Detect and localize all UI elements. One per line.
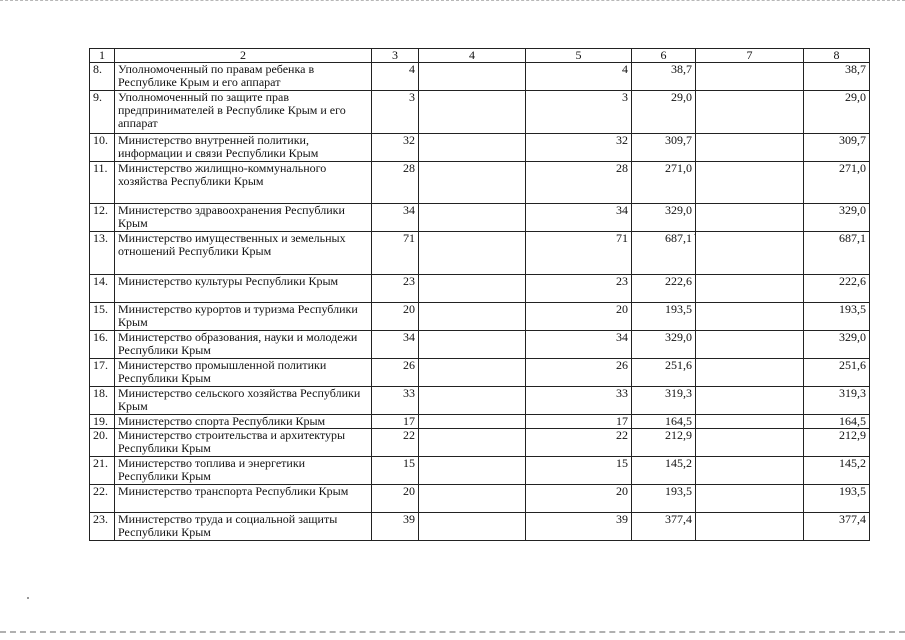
cell-col6: 271,0: [632, 162, 696, 204]
table-row: [90, 275, 870, 303]
cell-col5: 4: [526, 63, 632, 91]
cell-col8: 309,7: [804, 134, 870, 162]
cell-col7: [696, 303, 804, 331]
cell-col3: 20: [372, 485, 419, 513]
table-row: [90, 457, 870, 485]
cell-col7: [696, 457, 804, 485]
cell-col4: [419, 485, 526, 513]
cell-col3: 32: [372, 134, 419, 162]
cell-col3: 3: [372, 91, 419, 134]
cell-col6: 164,5: [632, 415, 696, 429]
scan-speck: [27, 597, 29, 599]
column-number-row: [90, 49, 870, 63]
organization-name: Уполномоченный по защите прав предпринимателей в Республике Крым и его аппарат: [115, 91, 372, 134]
cell-col6: 329,0: [632, 204, 696, 232]
table-row: [90, 162, 870, 204]
cell-col6: 38,7: [632, 63, 696, 91]
column-header: 4: [419, 49, 526, 63]
table-row: [90, 204, 870, 232]
cell-col6: 329,0: [632, 331, 696, 359]
row-number: 19.: [90, 415, 115, 429]
organization-name: Министерство здравоохранения Республики Крым: [115, 204, 372, 232]
cell-col7: [696, 513, 804, 541]
cell-col4: [419, 359, 526, 387]
cell-col5: 71: [526, 232, 632, 275]
cell-col5: 22: [526, 429, 632, 457]
cell-col5: 32: [526, 134, 632, 162]
cell-col8: 251,6: [804, 359, 870, 387]
table-row: [90, 415, 870, 429]
cell-col7: [696, 415, 804, 429]
cell-col3: 33: [372, 387, 419, 415]
cell-col3: 34: [372, 331, 419, 359]
cell-col4: [419, 415, 526, 429]
row-number: 21.: [90, 457, 115, 485]
cell-col8: 271,0: [804, 162, 870, 204]
cell-col5: 23: [526, 275, 632, 303]
cell-col8: 329,0: [804, 331, 870, 359]
organization-name: Министерство строительства и архитектуры Республики Крым: [115, 429, 372, 457]
cell-col6: 251,6: [632, 359, 696, 387]
organization-name: Министерство промышленной политики Республики Крым: [115, 359, 372, 387]
cell-col4: [419, 303, 526, 331]
organization-name: Министерство спорта Республики Крым: [115, 415, 372, 429]
organization-name: Министерство сельского хозяйства Республики Крым: [115, 387, 372, 415]
cell-col8: 38,7: [804, 63, 870, 91]
table-row: [90, 429, 870, 457]
row-number: 11.: [90, 162, 115, 204]
column-header: 5: [526, 49, 632, 63]
cell-col4: [419, 204, 526, 232]
cell-col4: [419, 387, 526, 415]
organization-name: Министерство имущественных и земельных отношений Республики Крым: [115, 232, 372, 275]
cell-col7: [696, 387, 804, 415]
cell-col3: 17: [372, 415, 419, 429]
cell-col4: [419, 275, 526, 303]
cell-col3: 71: [372, 232, 419, 275]
cell-col8: 377,4: [804, 513, 870, 541]
cell-col8: 212,9: [804, 429, 870, 457]
organization-name: Уполномоченный по правам ребенка в Республике Крым и его аппарат: [115, 63, 372, 91]
cell-col6: 212,9: [632, 429, 696, 457]
cell-col3: 4: [372, 63, 419, 91]
cell-col7: [696, 91, 804, 134]
column-header: 6: [632, 49, 696, 63]
organization-name: Министерство курортов и туризма Республики Крым: [115, 303, 372, 331]
row-number: 10.: [90, 134, 115, 162]
row-number: 17.: [90, 359, 115, 387]
cell-col4: [419, 513, 526, 541]
cell-col4: [419, 457, 526, 485]
cell-col4: [419, 232, 526, 275]
row-number: 22.: [90, 485, 115, 513]
cell-col4: [419, 134, 526, 162]
cell-col5: 34: [526, 331, 632, 359]
cell-col7: [696, 63, 804, 91]
cell-col7: [696, 162, 804, 204]
cell-col4: [419, 331, 526, 359]
cell-col4: [419, 63, 526, 91]
cell-col8: 319,3: [804, 387, 870, 415]
cell-col6: 29,0: [632, 91, 696, 134]
column-header: 7: [696, 49, 804, 63]
cell-col3: 20: [372, 303, 419, 331]
cell-col7: [696, 134, 804, 162]
row-number: 12.: [90, 204, 115, 232]
organization-name: Министерство топлива и энергетики Республики Крым: [115, 457, 372, 485]
cell-col4: [419, 91, 526, 134]
cell-col5: 20: [526, 485, 632, 513]
cell-col8: 687,1: [804, 232, 870, 275]
cell-col6: 377,4: [632, 513, 696, 541]
cell-col5: 34: [526, 204, 632, 232]
table-row: [90, 232, 870, 275]
organization-name: Министерство труда и социальной защиты Республики Крым: [115, 513, 372, 541]
cell-col6: 309,7: [632, 134, 696, 162]
cell-col3: 26: [372, 359, 419, 387]
cell-col5: 20: [526, 303, 632, 331]
table-row: [90, 485, 870, 513]
cell-col3: 28: [372, 162, 419, 204]
document-table: [89, 48, 870, 541]
row-number: 9.: [90, 91, 115, 134]
cell-col8: 164,5: [804, 415, 870, 429]
cell-col4: [419, 162, 526, 204]
cell-col3: 15: [372, 457, 419, 485]
cell-col7: [696, 485, 804, 513]
cell-col3: 22: [372, 429, 419, 457]
cell-col5: 39: [526, 513, 632, 541]
cell-col5: 3: [526, 91, 632, 134]
table-row: [90, 331, 870, 359]
cell-col6: 687,1: [632, 232, 696, 275]
row-number: 18.: [90, 387, 115, 415]
organization-name: Министерство образования, науки и молодежи Республики Крым: [115, 331, 372, 359]
cell-col3: 23: [372, 275, 419, 303]
table-row: [90, 387, 870, 415]
cell-col5: 28: [526, 162, 632, 204]
column-header: 8: [804, 49, 870, 63]
cell-col4: [419, 429, 526, 457]
table-row: [90, 63, 870, 91]
table-body: [90, 63, 870, 541]
cell-col7: [696, 232, 804, 275]
scan-top-edge: [0, 0, 905, 4]
cell-col8: 193,5: [804, 303, 870, 331]
cell-col3: 39: [372, 513, 419, 541]
column-header: 2: [115, 49, 372, 63]
cell-col5: 33: [526, 387, 632, 415]
table-row: [90, 303, 870, 331]
cell-col5: 17: [526, 415, 632, 429]
table-row: [90, 91, 870, 134]
cell-col8: 193,5: [804, 485, 870, 513]
cell-col6: 145,2: [632, 457, 696, 485]
row-number: 16.: [90, 331, 115, 359]
cell-col7: [696, 429, 804, 457]
row-number: 14.: [90, 275, 115, 303]
table-row: [90, 513, 870, 541]
organization-name: Министерство культуры Республики Крым: [115, 275, 372, 303]
row-number: 23.: [90, 513, 115, 541]
cell-col7: [696, 359, 804, 387]
cell-col8: 222,6: [804, 275, 870, 303]
cell-col7: [696, 275, 804, 303]
cell-col7: [696, 331, 804, 359]
column-header: 1: [90, 49, 115, 63]
table-row: [90, 359, 870, 387]
cell-col5: 15: [526, 457, 632, 485]
cell-col7: [696, 204, 804, 232]
organization-name: Министерство внутренней политики, информации и связи Республики Крым: [115, 134, 372, 162]
cell-col6: 193,5: [632, 303, 696, 331]
row-number: 8.: [90, 63, 115, 91]
row-number: 20.: [90, 429, 115, 457]
cell-col6: 193,5: [632, 485, 696, 513]
cell-col8: 145,2: [804, 457, 870, 485]
cell-col3: 34: [372, 204, 419, 232]
cell-col6: 319,3: [632, 387, 696, 415]
cell-col8: 329,0: [804, 204, 870, 232]
column-header: 3: [372, 49, 419, 63]
organization-name: Министерство транспорта Республики Крым: [115, 485, 372, 513]
cell-col6: 222,6: [632, 275, 696, 303]
cell-col8: 29,0: [804, 91, 870, 134]
cell-col5: 26: [526, 359, 632, 387]
row-number: 13.: [90, 232, 115, 275]
scan-bottom-edge: [0, 631, 905, 636]
organization-name: Министерство жилищно-коммунального хозяйства Республики Крым: [115, 162, 372, 204]
table-row: [90, 134, 870, 162]
row-number: 15.: [90, 303, 115, 331]
